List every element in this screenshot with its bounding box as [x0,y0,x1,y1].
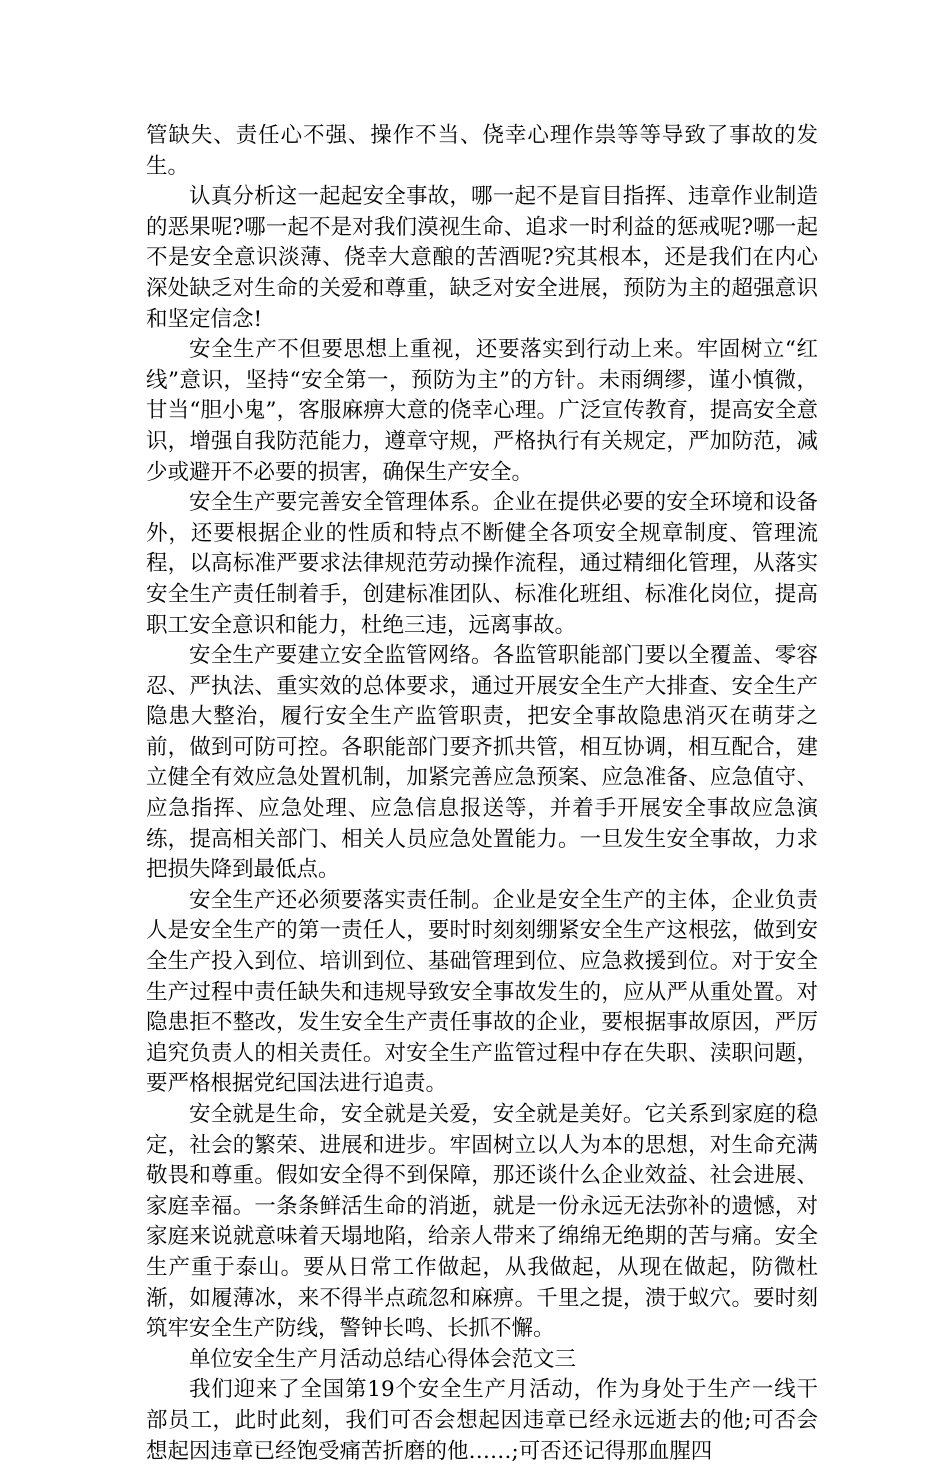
document-page [146,121,818,1467]
paragraph-safety-month: 我们迎来了全国第19个安全生产月活动，作为身处于生产一线干部员工，此时此刻，我们可否会想起因违章已经永远逝去的他;可否会想起因违章已经饱受痛苦折磨的他……;可否还记得那血腥四 [146,1377,818,1464]
paragraph-safety-is-life: 安全就是生命，安全就是关爱，安全就是美好。它关系到家庭的稳定，社会的繁荣、进展和进步。牢固树立以人为本的思想，对生命充满敬畏和尊重。假如安全得不到保障，那还谈什么企业效益、社会进展、家庭幸福。一条条鲜活生命的消逝，就是一份永远无法弥补的遗憾，对家庭来说就意味着天塌地陷，给亲人带来了绵绵无绝期的苦与痛。安全生产重于泰山。要从日常工作做起，从我做起，从现在做起，防微杜渐，如履薄冰，来不得半点疏忽和麻痹。千里之提，溃于蚁穴。要时刻筑牢安全生产防线，警钟长鸣、长抓不懈。 [146,1102,818,1342]
paragraph-supervision-network: 安全生产要建立安全监管网络。各监管职能部门要以全覆盖、零容忍、严执法、重实效的总体要求，通过开展安全生产大排查、安全生产隐患大整治，履行安全生产监管职责，把安全事故隐患消灭在萌芽之前，做到可防可控。各职能部门要齐抓共管，相互协调，相互配合，建立健全有效应急处置机制，加紧完善应急预案、应急准备、应急值守、应急指挥、应急处理、应急信息报送等，并着手开展安全事故应急演练，提高相关部门、相关人员应急处置能力。一旦发生安全事故，力求把损失降到最低点。 [146,643,818,883]
paragraph-management-system: 安全生产要完善安全管理体系。企业在提供必要的安全环境和设备外，还要根据企业的性质和特点不断健全各项安全规章制度、管理流程，以高标准严要求法律规范劳动操作流程，通过精细化管理，从落实安全生产责任制着手，创建标准团队、标准化班组、标准化岗位，提高职工安全意识和能力，杜绝三违，远离事故。 [146,490,818,638]
paragraph-accident-analysis: 认真分析这一起起安全事故，哪一起不是盲目指挥、违章作业制造的恶果呢?哪一起不是对我们漠视生命、追求一时利益的惩戒呢?哪一起不是安全意识淡薄、侥幸大意酿的苦酒呢?究其根本，还是我们在内心深处缺乏对生命的关爱和尊重，缺乏对安全进展，预防为主的超强意识和坚定信念! [146,184,818,332]
paragraph-continued: 管缺失、责任心不强、操作不当、侥幸心理作祟等等导致了事故的发生。 [146,123,818,179]
section-title: 单位安全生产月活动总结心得体会范文三 [189,1346,577,1372]
paragraph-responsibility: 安全生产还必须要落实责任制。企业是安全生产的主体，企业负责人是安全生产的第一责任人，要时时刻刻绷紧安全生产这根弦，做到安全生产投入到位、培训到位、基础管理到位、应急救援到位。对于安全生产过程中责任缺失和违规导致安全事故发生的，应从严从重处置。对隐患拒不整改，发生安全生产责任事故的企业，要根据事故原因，严厉追究负责人的相关责任。对安全生产监管过程中存在失职、渎职问题，要严格根据党纪国法进行追责。 [146,887,818,1097]
paragraph-action: 安全生产不但要思想上重视，还要落实到行动上来。牢固树立“红线”意识，坚持“安全第一，预防为主”的方针。未雨绸缪，谨小慎微，甘当“胆小鬼”，客服麻痹大意的侥幸心理。广泛宣传教育，提高安全意识，增强自我防范能力，遵章守规，严格执行有关规定，严加防范，减少或避开不必要的损害，确保生产安全。 [146,337,818,485]
